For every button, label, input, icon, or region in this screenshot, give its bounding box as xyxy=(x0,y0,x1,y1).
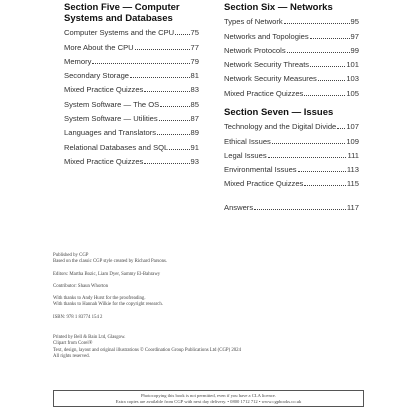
leader-dots xyxy=(135,49,190,50)
toc-entry-title: Mixed Practice Quizzes xyxy=(224,179,304,189)
toc-entry-page: 99 xyxy=(350,45,359,55)
toc-entry-page: 117 xyxy=(346,203,359,213)
toc-entry-page: 79 xyxy=(190,56,199,66)
toc-entry-page: 103 xyxy=(346,74,359,84)
toc-entry-title: Ethical Issues xyxy=(224,136,271,146)
leader-dots xyxy=(92,63,189,64)
credits-block xyxy=(53,253,353,360)
isbn: ISBN: 978 1 83774 154 2 xyxy=(53,314,103,320)
toc-entry[interactable] xyxy=(64,109,199,123)
leader-dots xyxy=(159,120,190,121)
toc-entry-page: 93 xyxy=(190,156,199,166)
toc-entry-answers[interactable] xyxy=(224,198,359,212)
leader-dots xyxy=(318,80,345,81)
photocopy-notice xyxy=(53,390,364,407)
leader-dots xyxy=(130,77,190,78)
printed-by: Printed by Bell & Bain Ltd, Glasgow. xyxy=(53,335,126,341)
thanks-proofreading: With thanks to Andy Hurst for the proofreading. xyxy=(53,296,146,302)
section-five-list xyxy=(64,23,199,166)
toc-entry-page: 95 xyxy=(350,17,359,27)
toc-entry[interactable] xyxy=(64,37,199,51)
toc-entry[interactable] xyxy=(64,94,199,108)
leader-dots xyxy=(160,106,189,107)
answers-list xyxy=(224,198,359,212)
toc-entry[interactable] xyxy=(224,69,359,83)
leader-dots xyxy=(304,185,346,186)
toc-entry[interactable] xyxy=(224,174,359,188)
toc-entry-title: Answers xyxy=(224,203,254,213)
section-five-title-line2: Systems and Databases xyxy=(64,13,173,24)
toc-entry[interactable] xyxy=(64,152,199,166)
toc-entry-title: Mixed Practice Quizzes xyxy=(64,85,144,95)
toc-entry-title: Secondary Storage xyxy=(64,71,130,81)
leader-dots xyxy=(272,143,345,144)
section-five-title xyxy=(64,2,199,24)
contributor: Contributor: Shaun Whorton xyxy=(53,283,109,289)
toc-entry[interactable] xyxy=(224,12,359,26)
toc-entry-page: 75 xyxy=(190,28,199,38)
leader-dots xyxy=(310,38,350,39)
toc-entry-title: System Software — The OS xyxy=(64,99,160,109)
leader-dots xyxy=(169,149,189,150)
toc-entry-title: Networks and Topologies xyxy=(224,31,309,41)
leader-dots xyxy=(144,91,189,92)
leader-dots xyxy=(337,128,345,129)
toc-entry-title: Computer Systems and the CPU xyxy=(64,28,175,38)
section-five xyxy=(64,2,199,166)
toc-entry-title: Memory xyxy=(64,56,92,66)
toc-entry-page: 105 xyxy=(346,88,359,98)
toc-entry[interactable] xyxy=(64,23,199,37)
section-seven xyxy=(224,107,359,188)
leader-dots xyxy=(144,163,189,164)
toc-entry-title: Mixed Practice Quizzes xyxy=(224,88,304,98)
toc-entry-title: Environmental Issues xyxy=(224,165,297,175)
toc-entry-title: Relational Databases and SQL xyxy=(64,142,169,152)
leader-dots xyxy=(268,157,347,158)
toc-entry-title: Network Security Measures xyxy=(224,74,317,84)
toc-entry-page: 91 xyxy=(190,142,199,152)
toc-entry[interactable] xyxy=(224,131,359,145)
toc-entry[interactable] xyxy=(64,137,199,151)
clipart-credit: Clipart from Corel® xyxy=(53,341,93,347)
leader-dots xyxy=(304,95,345,96)
toc-entry[interactable] xyxy=(224,83,359,97)
toc-entry[interactable] xyxy=(224,146,359,160)
answers-section xyxy=(224,198,359,212)
rights-reserved: All rights reserved. xyxy=(53,353,90,359)
toc-entry-page: 89 xyxy=(190,128,199,138)
toc-entry[interactable] xyxy=(224,160,359,174)
notice-line1: Photocopying this book is not permitted, even if you have a CLA licence. xyxy=(141,392,276,398)
based-on: Based on the classic CGP style created by Richard Parsons. xyxy=(53,259,168,265)
toc-entry-page: 81 xyxy=(190,71,199,81)
toc-entry-title: Mixed Practice Quizzes xyxy=(64,156,144,166)
section-seven-title: Section Seven — Issues xyxy=(224,107,334,118)
leader-dots xyxy=(157,134,190,135)
section-six-list xyxy=(224,12,359,98)
leader-dots xyxy=(310,66,345,67)
toc-entry-title: Types of Network xyxy=(224,17,283,27)
toc-entry-title: System Software — Utilities xyxy=(64,114,158,124)
editors: Editors: Martha Bozic, Liam Dyer, Sammy El-Bahrawy xyxy=(53,271,161,277)
section-five-title-line1: Section Five — Computer xyxy=(64,2,180,13)
toc-entry[interactable] xyxy=(224,26,359,40)
leader-dots xyxy=(298,171,346,172)
leader-dots xyxy=(284,23,350,24)
copyright-line: Text, design, layout and original illustrations © Coordination Group Publications Ltd (CGP) 2024 xyxy=(53,347,241,353)
toc-entry-page: 85 xyxy=(190,99,199,109)
toc-entry-page: 109 xyxy=(346,136,359,146)
toc-entry[interactable] xyxy=(224,117,359,131)
toc-entry[interactable] xyxy=(64,66,199,80)
toc-entry-page: 111 xyxy=(347,150,359,160)
thanks-copyright: With thanks to Hannah Wilkie for the copyright research. xyxy=(53,302,163,308)
published-by: Published by CGP xyxy=(53,253,89,258)
toc-entry-page: 77 xyxy=(190,42,199,52)
toc-entry-page: 107 xyxy=(346,122,359,132)
toc-entry-page: 101 xyxy=(346,60,359,70)
leader-dots xyxy=(175,34,189,35)
toc-entry[interactable] xyxy=(224,55,359,69)
toc-entry-page: 83 xyxy=(190,85,199,95)
toc-entry[interactable] xyxy=(64,52,199,66)
toc-entry[interactable] xyxy=(64,80,199,94)
toc-entry[interactable] xyxy=(64,123,199,137)
toc-entry-title: Languages and Translators xyxy=(64,128,157,138)
toc-entry-title: More About the CPU xyxy=(64,42,134,52)
toc-entry-page: 87 xyxy=(190,114,199,124)
toc-entry[interactable] xyxy=(224,41,359,55)
toc-entry-page: 113 xyxy=(346,165,359,175)
toc-entry-page: 115 xyxy=(346,179,359,189)
toc-entry-title: Network Protocols xyxy=(224,45,286,55)
leader-dots xyxy=(254,209,346,210)
section-six xyxy=(224,2,359,98)
section-seven-list xyxy=(224,117,359,188)
toc-entry-title: Technology and the Digital Divide xyxy=(224,122,337,132)
toc-entry-title: Legal Issues xyxy=(224,150,267,160)
toc-entry-title: Network Security Threats xyxy=(224,60,310,70)
section-six-title: Section Six — Networks xyxy=(224,2,333,13)
toc-entry-page: 97 xyxy=(350,31,359,41)
notice-line2: Extra copies are available from CGP with next day delivery. • 0800 1712 712 • www.cgpbooks.co.uk xyxy=(115,398,302,404)
leader-dots xyxy=(287,52,350,53)
